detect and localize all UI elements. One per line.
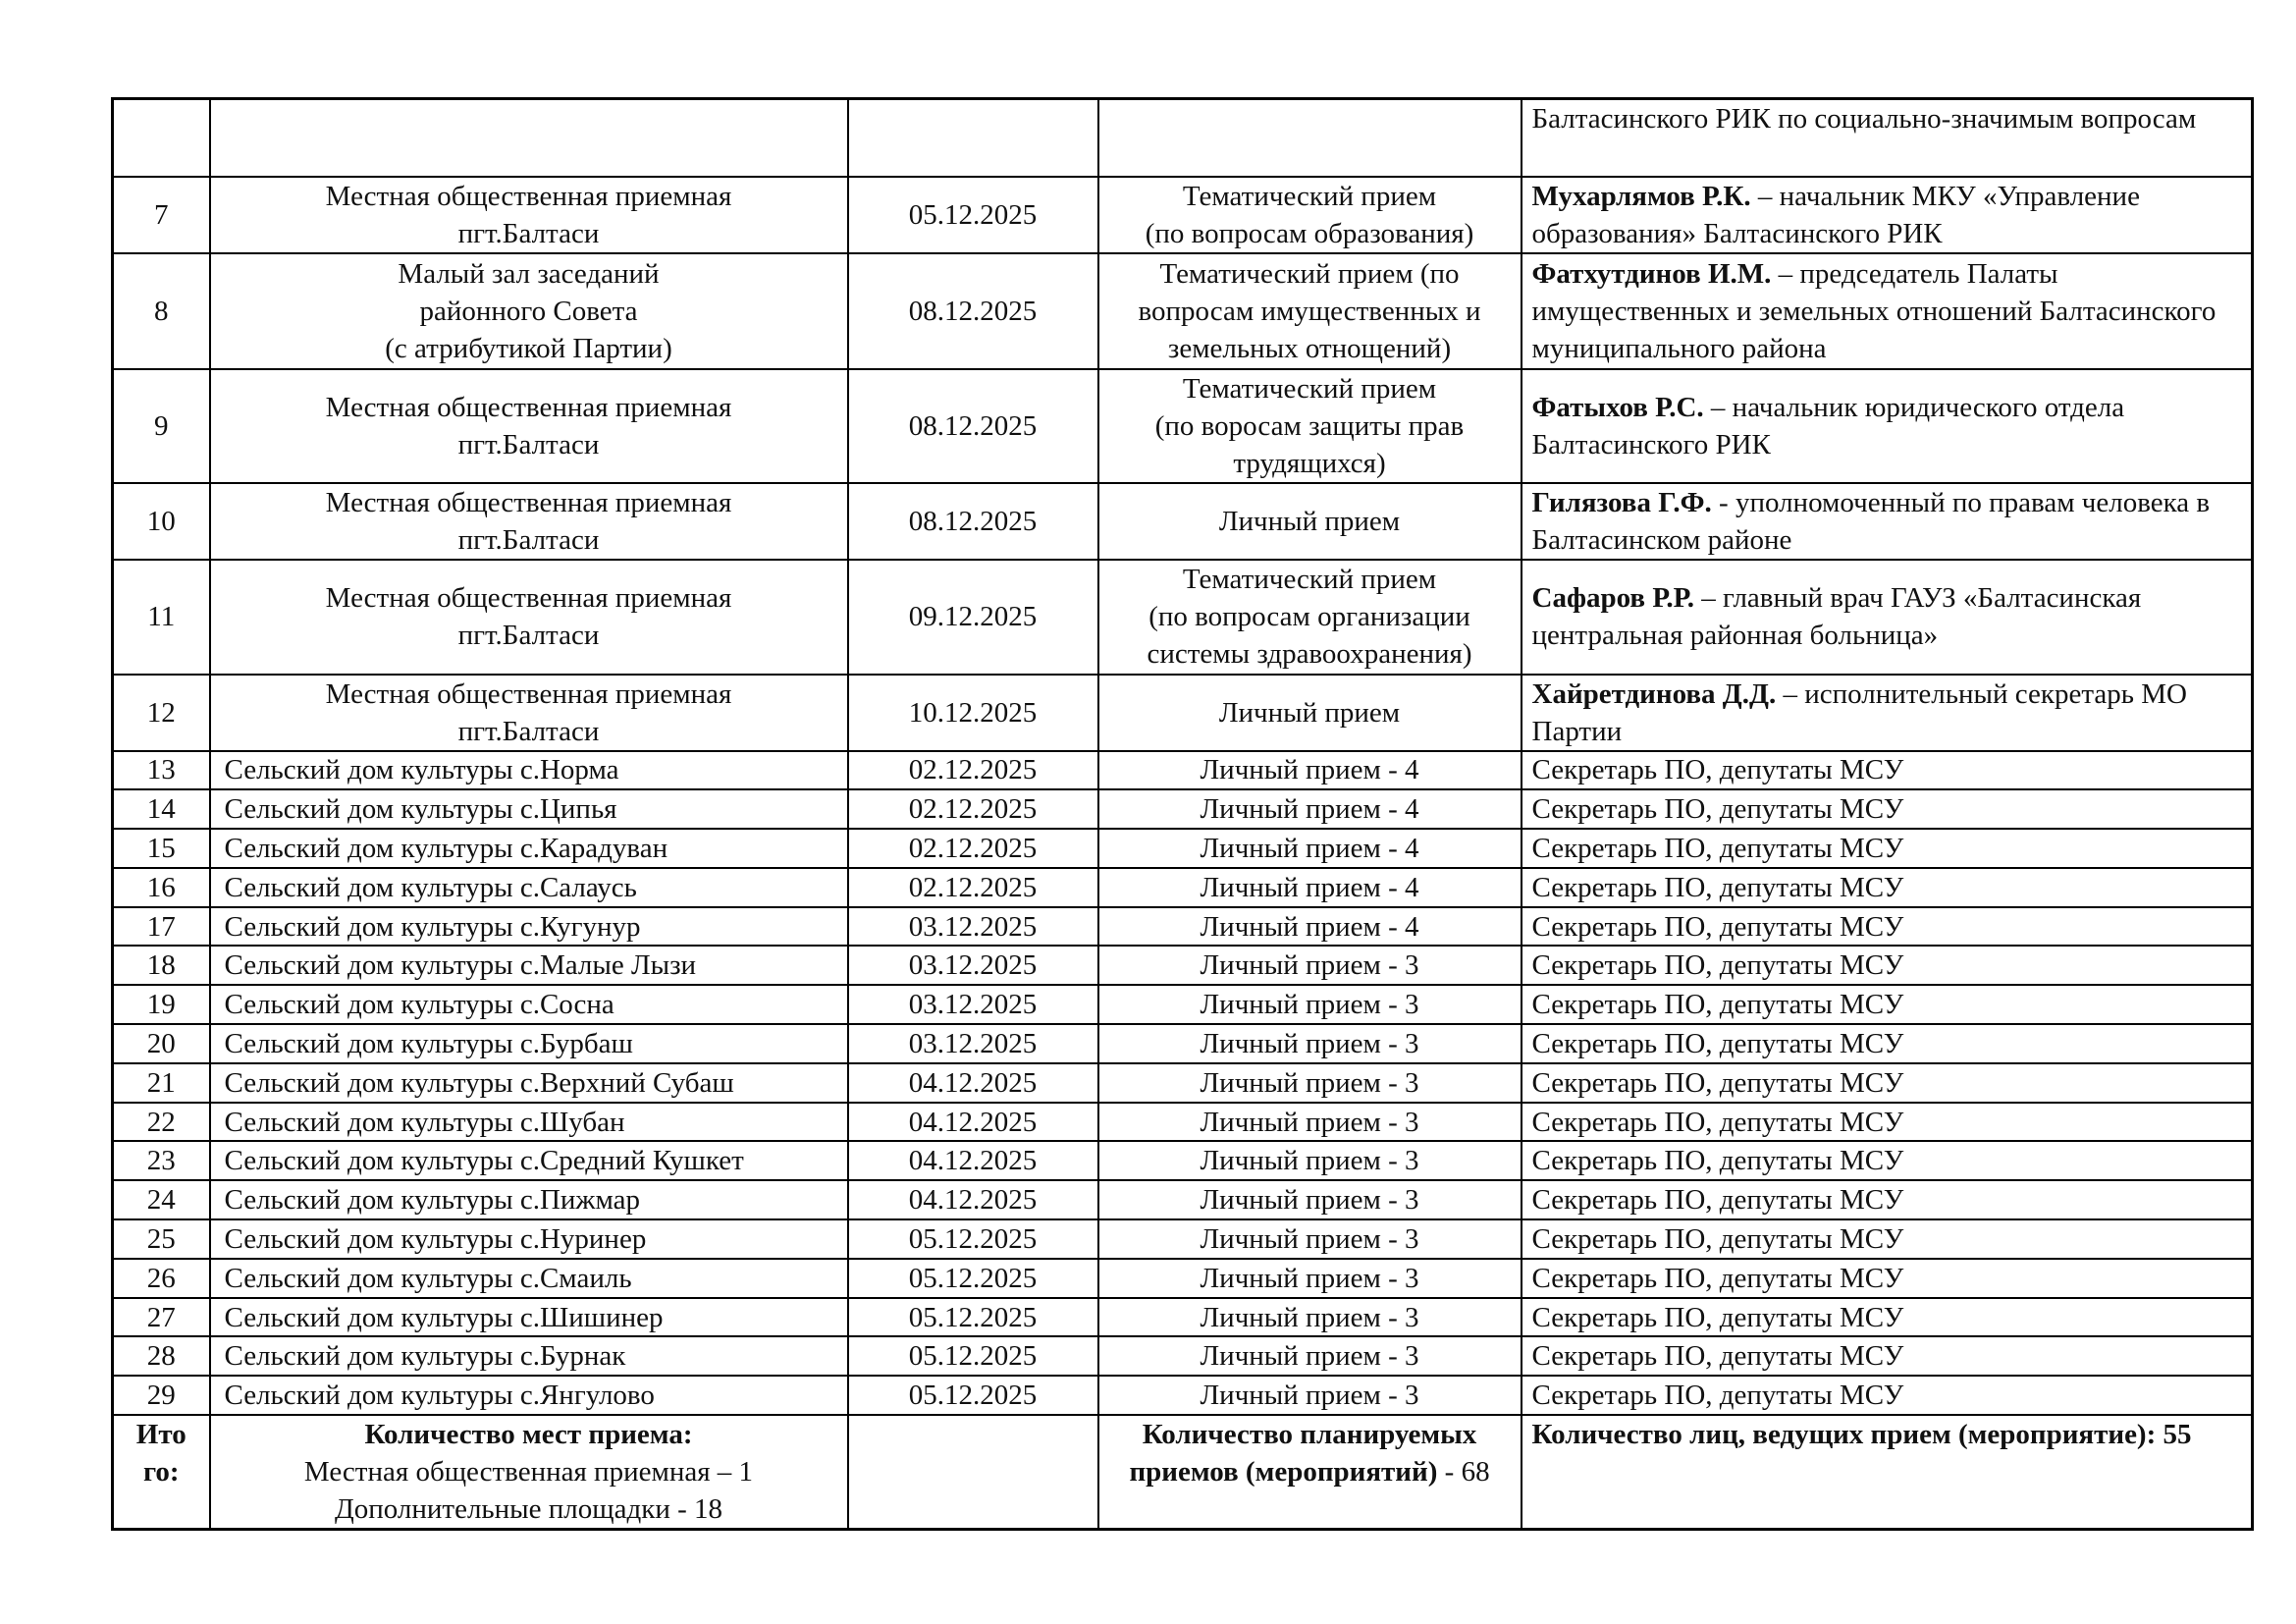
totals-empty-cell: [848, 1415, 1098, 1530]
cell-reception-type: [1098, 675, 1522, 751]
official-position: – начальник юридического отдела Балтасинского РИК: [1531, 391, 2125, 460]
official-name: Хайретдинова Д.Д.: [1531, 677, 1777, 710]
cell-reception-type: Личный прием - 3: [1098, 1141, 1522, 1180]
cell-num: [113, 99, 210, 177]
cell-num: 13: [113, 751, 210, 790]
totals-planned: [1098, 1415, 1522, 1530]
official-position: – начальник МКУ «Управление образования» Балтасинского РИК: [1531, 180, 2140, 249]
table-row: [113, 483, 2253, 560]
cell-official: Секретарь ПО, депутаты МСУ: [1522, 829, 2253, 868]
cell-reception-type: Личный прием - 3: [1098, 1336, 1522, 1376]
place-line: Местная общественная приемная: [325, 486, 732, 518]
cell-reception-type: [1098, 369, 1522, 483]
cell-official: Секретарь ПО, депутаты МСУ: [1522, 1180, 2253, 1219]
cell-who: Балтасинского РИК по социально-значимым вопросам: [1522, 99, 2253, 177]
cell-date: 05.12.2025: [848, 1219, 1098, 1259]
cell-reception-type: Личный прием - 4: [1098, 751, 1522, 790]
cell-place: Сельский дом культуры с.Шишинер: [210, 1298, 848, 1337]
cell-num: 16: [113, 868, 210, 907]
cell-place: Сельский дом культуры с.Средний Кушкет: [210, 1141, 848, 1180]
cell-date: 02.12.2025: [848, 868, 1098, 907]
table-row: [113, 907, 2253, 947]
place-line: пгт.Балтаси: [457, 428, 600, 460]
cell-num: 29: [113, 1376, 210, 1415]
cell-reception-type: Личный прием - 3: [1098, 1298, 1522, 1337]
totals-persons-value: 55: [2163, 1419, 2192, 1451]
cell-num: 26: [113, 1259, 210, 1298]
official-name: Сафаров Р.Р.: [1531, 582, 1695, 614]
cell-date: 02.12.2025: [848, 829, 1098, 868]
cell-num: 17: [113, 907, 210, 947]
table-row-continuation: [113, 99, 2253, 177]
cell-place: Сельский дом культуры с.Бурбаш: [210, 1024, 848, 1063]
cell-place: Сельский дом культуры с.Бурнак: [210, 1336, 848, 1376]
cell-num: 14: [113, 789, 210, 829]
cell-place: [210, 483, 848, 560]
type-line: Тематический прием: [1182, 372, 1437, 405]
cell-place: Сельский дом культуры с.Шубан: [210, 1103, 848, 1142]
reception-schedule-table: [111, 97, 2254, 1531]
official-position: - уполномоченный по правам человека в Балтасинском районе: [1531, 486, 2211, 556]
cell-place: Сельский дом культуры с.Норма: [210, 751, 848, 790]
cell-date: 09.12.2025: [848, 560, 1098, 675]
cell-reception-type: Личный прием - 4: [1098, 789, 1522, 829]
cell-date: 10.12.2025: [848, 675, 1098, 751]
cell-reception-type: Личный прием - 4: [1098, 829, 1522, 868]
cell-official: Секретарь ПО, депутаты МСУ: [1522, 1219, 2253, 1259]
cell-place: [210, 560, 848, 675]
type-line: системы здравоохранения): [1147, 638, 1472, 670]
cell-num: 20: [113, 1024, 210, 1063]
table-row: [113, 177, 2253, 253]
cell-date: 04.12.2025: [848, 1180, 1098, 1219]
cell-num: 9: [113, 369, 210, 483]
cell-place: [210, 177, 848, 253]
totals-persons-label: Количество лиц, ведущих прием (мероприятие):: [1531, 1419, 2163, 1451]
table-row: [113, 1336, 2253, 1376]
type-line: Тематический прием: [1182, 564, 1437, 595]
cell-num: 18: [113, 946, 210, 985]
table-row: [113, 1259, 2253, 1298]
table-row: [113, 253, 2253, 369]
type-line: вопросам имущественных и: [1138, 295, 1481, 327]
table-row: [113, 1141, 2253, 1180]
table-row-totals: [113, 1415, 2253, 1530]
cell-date: 04.12.2025: [848, 1103, 1098, 1142]
cell-official: Секретарь ПО, депутаты МСУ: [1522, 1063, 2253, 1103]
totals-label-line: Ито: [135, 1419, 187, 1451]
cell-official: Секретарь ПО, депутаты МСУ: [1522, 1259, 2253, 1298]
cell-place: Сельский дом культуры с.Карадуван: [210, 829, 848, 868]
cell-reception-type: Личный прием - 3: [1098, 1024, 1522, 1063]
official-position: – председатель Палаты имущественных и земельных отношений Балтасинского муниципального района: [1531, 257, 2216, 364]
totals-places-main: Местная общественная приемная – 1: [303, 1456, 754, 1489]
cell-official: Секретарь ПО, депутаты МСУ: [1522, 1024, 2253, 1063]
cell-official: [1522, 560, 2253, 675]
cell-reception-type: Личный прием - 3: [1098, 1376, 1522, 1415]
cell-reception-type: Личный прием - 3: [1098, 1103, 1522, 1142]
cell-official: Секретарь ПО, депутаты МСУ: [1522, 868, 2253, 907]
cell-num: 12: [113, 675, 210, 751]
cell-place: Сельский дом культуры с.Янгулово: [210, 1376, 848, 1415]
cell-reception-type: [1098, 253, 1522, 369]
official-name: Фатхутдинов И.М.: [1531, 257, 1772, 290]
table-row: [113, 751, 2253, 790]
cell-reception-type: [1098, 177, 1522, 253]
type-line: Личный прием: [1218, 505, 1401, 537]
place-line: Малый зал заседаний: [398, 257, 660, 290]
table-row: [113, 868, 2253, 907]
totals-planned-value: 68: [1461, 1456, 1490, 1489]
table-row: [113, 369, 2253, 483]
official-name: Гилязова Г.Ф.: [1531, 486, 1712, 518]
cell-date: 03.12.2025: [848, 907, 1098, 947]
cell-reception-type: Личный прием - 3: [1098, 1180, 1522, 1219]
official-name: Мухарлямов Р.К.: [1531, 180, 1751, 212]
place-line: пгт.Балтаси: [457, 715, 600, 747]
cell-reception-type: Личный прием - 4: [1098, 907, 1522, 947]
cell-reception-type: Личный прием - 3: [1098, 1259, 1522, 1298]
cell-official: Секретарь ПО, депутаты МСУ: [1522, 751, 2253, 790]
cell-num: 11: [113, 560, 210, 675]
cell-official: Секретарь ПО, депутаты МСУ: [1522, 789, 2253, 829]
cell-place: Сельский дом культуры с.Ципья: [210, 789, 848, 829]
cell-date: 04.12.2025: [848, 1063, 1098, 1103]
cell-date: 05.12.2025: [848, 1259, 1098, 1298]
totals-persons: [1522, 1415, 2253, 1530]
cell-official: [1522, 675, 2253, 751]
cell-reception-type: Личный прием - 3: [1098, 1219, 1522, 1259]
cell-date: 05.12.2025: [848, 1376, 1098, 1415]
type-line: (по вопросам организации: [1148, 601, 1470, 632]
cell-official: [1522, 483, 2253, 560]
cell-place: Сельский дом культуры с.Малые Лызи: [210, 946, 848, 985]
cell-official: [1522, 177, 2253, 253]
cell-reception-type: Личный прием - 3: [1098, 946, 1522, 985]
cell-official: Секретарь ПО, депутаты МСУ: [1522, 1103, 2253, 1142]
cell-official: Секретарь ПО, депутаты МСУ: [1522, 1298, 2253, 1337]
table-row: [113, 1024, 2253, 1063]
cell-date: 08.12.2025: [848, 253, 1098, 369]
type-line: (по вопросам образования): [1145, 217, 1474, 249]
cell-num: 22: [113, 1103, 210, 1142]
cell-date: 05.12.2025: [848, 1336, 1098, 1376]
cell-place: Сельский дом культуры с.Кугунур: [210, 907, 848, 947]
cell-date: 04.12.2025: [848, 1141, 1098, 1180]
place-line: Местная общественная приемная: [325, 391, 732, 423]
cell-place: Сельский дом культуры с.Смаиль: [210, 1259, 848, 1298]
cell-official: Секретарь ПО, депутаты МСУ: [1522, 1141, 2253, 1180]
cell-place: Сельский дом культуры с.Сосна: [210, 985, 848, 1024]
table-row: [113, 675, 2253, 751]
official-position: – исполнительный секретарь МО Партии: [1531, 677, 2187, 747]
cell-place: [210, 675, 848, 751]
cell-place: [210, 99, 848, 177]
table-row: [113, 1103, 2253, 1142]
cell-place: Сельский дом культуры с.Нуринер: [210, 1219, 848, 1259]
table-row: [113, 946, 2253, 985]
totals-label: [113, 1415, 210, 1530]
cell-num: 7: [113, 177, 210, 253]
cell-place: [210, 253, 848, 369]
cell-date: 03.12.2025: [848, 1024, 1098, 1063]
totals-planned-label: Количество планируемых приемов (мероприятий): [1129, 1419, 1477, 1489]
type-line: земельных отнощений): [1167, 332, 1452, 364]
table-row: [113, 789, 2253, 829]
cell-place: Сельский дом культуры с.Пижмар: [210, 1180, 848, 1219]
cell-date: 05.12.2025: [848, 177, 1098, 253]
place-line: Местная общественная приемная: [325, 677, 732, 710]
cell-num: 8: [113, 253, 210, 369]
cell-reception-type: Личный прием - 4: [1098, 868, 1522, 907]
cell-num: 25: [113, 1219, 210, 1259]
table-row: [113, 560, 2253, 675]
place-line: пгт.Балтаси: [457, 523, 600, 556]
table-row: [113, 1219, 2253, 1259]
cell-official: Секретарь ПО, депутаты МСУ: [1522, 907, 2253, 947]
cell-official: [1522, 253, 2253, 369]
type-line: (по воросам защиты прав: [1154, 409, 1465, 442]
place-line: районного Совета: [419, 295, 638, 327]
cell-official: Секретарь ПО, депутаты МСУ: [1522, 985, 2253, 1024]
cell-date: 03.12.2025: [848, 946, 1098, 985]
cell-place: Сельский дом культуры с.Салаусь: [210, 868, 848, 907]
cell-reception-type: [1098, 560, 1522, 675]
cell-type: [1098, 99, 1522, 177]
table-row: [113, 1376, 2253, 1415]
table-row: [113, 829, 2253, 868]
cell-date: 02.12.2025: [848, 789, 1098, 829]
place-line: пгт.Балтаси: [457, 620, 600, 651]
cell-official: [1522, 369, 2253, 483]
official-name: Фатыхов Р.С.: [1531, 391, 1704, 423]
totals-planned-sep: -: [1437, 1456, 1462, 1489]
type-line: Тематический прием: [1182, 180, 1437, 212]
cell-date: 08.12.2025: [848, 369, 1098, 483]
type-line: трудящихся): [1233, 447, 1386, 479]
cell-place: [210, 369, 848, 483]
cell-official: Секретарь ПО, депутаты МСУ: [1522, 1376, 2253, 1415]
cell-date: 02.12.2025: [848, 751, 1098, 790]
official-position: – главный врач ГАУЗ «Балтасинская центральная районная больница»: [1531, 582, 2142, 651]
cell-num: 28: [113, 1336, 210, 1376]
cell-place: Сельский дом культуры с.Верхний Субаш: [210, 1063, 848, 1103]
totals-places: [210, 1415, 848, 1530]
cell-num: 21: [113, 1063, 210, 1103]
cell-official: Секретарь ПО, депутаты МСУ: [1522, 946, 2253, 985]
place-line: Местная общественная приемная: [325, 180, 732, 212]
place-line: пгт.Балтаси: [457, 217, 600, 249]
cell-reception-type: [1098, 483, 1522, 560]
cell-num: 23: [113, 1141, 210, 1180]
totals-label-line: го:: [142, 1456, 180, 1489]
cell-reception-type: Личный прием - 3: [1098, 1063, 1522, 1103]
cell-official: Секретарь ПО, депутаты МСУ: [1522, 1336, 2253, 1376]
table-row: [113, 985, 2253, 1024]
cell-num: 10: [113, 483, 210, 560]
table-row: [113, 1298, 2253, 1337]
cell-num: 24: [113, 1180, 210, 1219]
cell-date: 03.12.2025: [848, 985, 1098, 1024]
totals-places-title: Количество мест приема:: [364, 1419, 693, 1451]
cell-num: 15: [113, 829, 210, 868]
cell-reception-type: Личный прием - 3: [1098, 985, 1522, 1024]
table-row: [113, 1180, 2253, 1219]
table-row: [113, 1063, 2253, 1103]
place-line: Местная общественная приемная: [325, 582, 732, 614]
cell-num: 19: [113, 985, 210, 1024]
place-line: (с атрибутикой Партии): [385, 332, 672, 364]
cell-date: [848, 99, 1098, 177]
cell-date: 05.12.2025: [848, 1298, 1098, 1337]
type-line: Личный прием: [1218, 696, 1401, 729]
type-line: Тематический прием (по: [1159, 257, 1460, 290]
cell-num: 27: [113, 1298, 210, 1337]
cell-date: 08.12.2025: [848, 483, 1098, 560]
totals-places-extra: Дополнительные площадки - 18: [334, 1493, 722, 1526]
